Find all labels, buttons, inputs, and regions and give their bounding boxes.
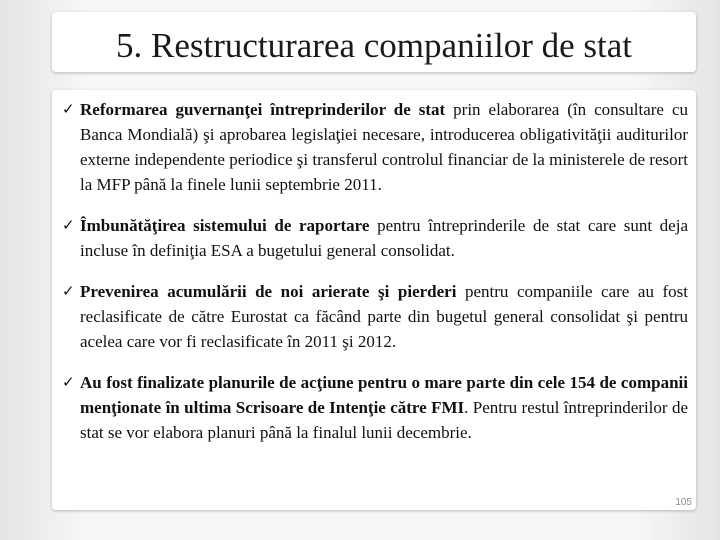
content-box: [52, 90, 696, 510]
bullet-bold-text: Îmbunătăţirea sistemului de raportare: [80, 216, 370, 235]
bullet-text: . Pentru restul întreprinderilor de stat se vor elabora planuri până la finalul lunii decembrie.: [80, 398, 688, 442]
slide-title: 5. Restructurarea companiilor de stat: [115, 26, 633, 65]
check-icon: ✓: [62, 216, 75, 234]
bullet-bold-text: Au fost finalizate planurile de acţiune pentru o mare parte din cele 154 de companii menţionate în ultima Scrisoare de Intenţie către FMI: [80, 373, 688, 417]
bullet-item-reporting-system: [62, 213, 688, 263]
check-icon: ✓: [62, 100, 75, 118]
page-number: 105: [675, 497, 692, 508]
bullet-item-action-plans: [62, 370, 688, 445]
bullet-text: pentru companiile care au fost reclasificate de către Eurostat ca făcând parte din bugetul general consolidat şi pentru acelea care vor fi reclasificate în 2011 şi 2012.: [80, 282, 688, 351]
bullet-item-arrears-prevention: [62, 279, 688, 354]
check-icon: ✓: [62, 282, 75, 300]
bullet-list: [62, 97, 688, 461]
check-icon: ✓: [62, 373, 75, 391]
bullet-bold-text: Prevenirea acumulării de noi arierate şi pierderi: [80, 282, 457, 301]
bullet-text: pentru întreprinderile de stat care sunt deja incluse în definiţia ESA a bugetului general consolidat.: [80, 216, 688, 260]
bullet-text: prin elaborarea (în consultare cu Banca Mondială) şi aprobarea legislaţiei necesare, introducerea obligativităţii auditurilor externe independente periodice şi transferul controlul financiar de la ministerele de resort la MFP până la finele lunii septembrie 2011.: [80, 100, 688, 194]
bullet-bold-text: Reformarea guvernanţei întreprinderilor de stat: [80, 100, 446, 119]
bullet-item-governance-reform: [62, 97, 688, 197]
